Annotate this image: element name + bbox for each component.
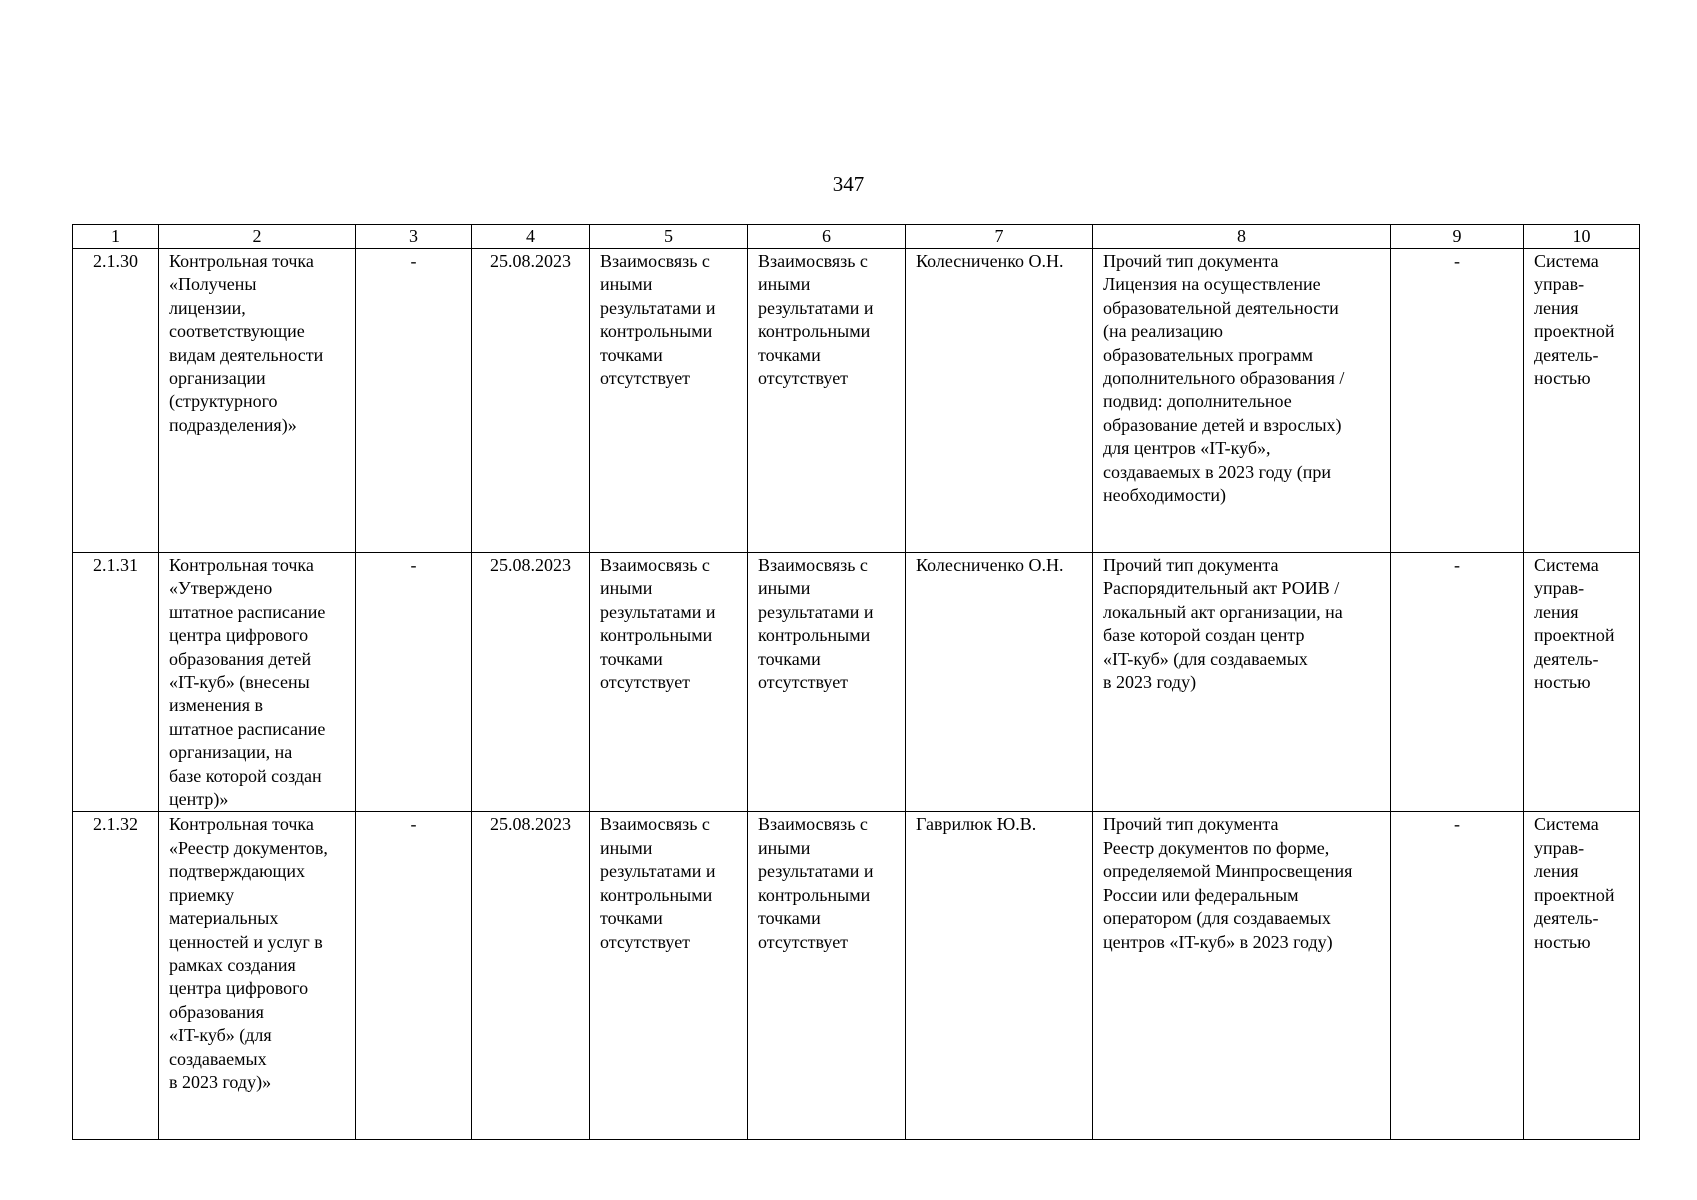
relation-cell: Взаимосвязь с иными результатами и контрольными точками отсутствует	[590, 249, 748, 553]
table-row	[73, 553, 1640, 812]
row-number-cell: 2.1.30	[73, 249, 159, 553]
table-row	[73, 812, 1640, 1140]
relation-cell: Взаимосвязь с иными результатами и контрольными точками отсутствует	[748, 553, 906, 812]
date-cell: 25.08.2023	[472, 553, 590, 812]
control-point-title-cell: Контрольная точка «Утверждено штатное расписание центра цифрового образования детей «IT-куб» (внесены изменения в штатное расписание организации, на базе которой создан центр)»	[159, 553, 356, 812]
control-point-title-cell: Контрольная точка «Получены лицензии, соответствующие видам деятельности организации (структурного подразделения)»	[159, 249, 356, 553]
column-header: 8	[1093, 225, 1391, 249]
document-cell: Прочий тип документа Распорядительный акт РОИВ / локальный акт организации, на базе которой создан центр «IT-куб» (для создаваемых в 2023 году)	[1093, 553, 1391, 812]
column-header: 5	[590, 225, 748, 249]
dash-cell: -	[1391, 553, 1524, 812]
dash-cell: -	[356, 553, 472, 812]
column-header: 2	[159, 225, 356, 249]
table-row	[73, 249, 1640, 553]
column-header: 4	[472, 225, 590, 249]
column-number-row	[73, 225, 1640, 249]
responsible-cell: Колесниченко О.Н.	[906, 553, 1093, 812]
column-header: 9	[1391, 225, 1524, 249]
system-cell: Система управ- ления проектной деятель- ностью	[1524, 249, 1640, 553]
control-points-table	[72, 224, 1640, 1140]
document-cell: Прочий тип документа Лицензия на осуществление образовательной деятельности (на реализацию образовательных программ дополнительного образования / подвид: дополнительное образование детей и взрослых) для центров «IT-куб», создаваемых в 2023 году (при необходимости)	[1093, 249, 1391, 553]
relation-cell: Взаимосвязь с иными результатами и контрольными точками отсутствует	[590, 812, 748, 1140]
system-cell: Система управ- ления проектной деятель- ностью	[1524, 812, 1640, 1140]
date-cell: 25.08.2023	[472, 812, 590, 1140]
dash-cell: -	[1391, 812, 1524, 1140]
dash-cell: -	[356, 249, 472, 553]
column-header: 10	[1524, 225, 1640, 249]
relation-cell: Взаимосвязь с иными результатами и контрольными точками отсутствует	[748, 812, 906, 1140]
page-number: 347	[832, 172, 865, 196]
column-header: 7	[906, 225, 1093, 249]
column-header: 3	[356, 225, 472, 249]
relation-cell: Взаимосвязь с иными результатами и контрольными точками отсутствует	[748, 249, 906, 553]
responsible-cell: Колесниченко О.Н.	[906, 249, 1093, 553]
responsible-cell: Гаврилюк Ю.В.	[906, 812, 1093, 1140]
dash-cell: -	[356, 812, 472, 1140]
column-header: 1	[73, 225, 159, 249]
document-cell: Прочий тип документа Реестр документов по форме, определяемой Минпросвещения России или федеральным оператором (для создаваемых центров «IT-куб» в 2023 году)	[1093, 812, 1391, 1140]
system-cell: Система управ- ления проектной деятель- ностью	[1524, 553, 1640, 812]
row-number-cell: 2.1.32	[73, 812, 159, 1140]
column-header: 6	[748, 225, 906, 249]
row-number-cell: 2.1.31	[73, 553, 159, 812]
control-point-title-cell: Контрольная точка «Реестр документов, подтверждающих приемку материальных ценностей и услуг в рамках создания центра цифрового образования «IT-куб» (для создаваемых в 2023 году)»	[159, 812, 356, 1140]
date-cell: 25.08.2023	[472, 249, 590, 553]
relation-cell: Взаимосвязь с иными результатами и контрольными точками отсутствует	[590, 553, 748, 812]
dash-cell: -	[1391, 249, 1524, 553]
